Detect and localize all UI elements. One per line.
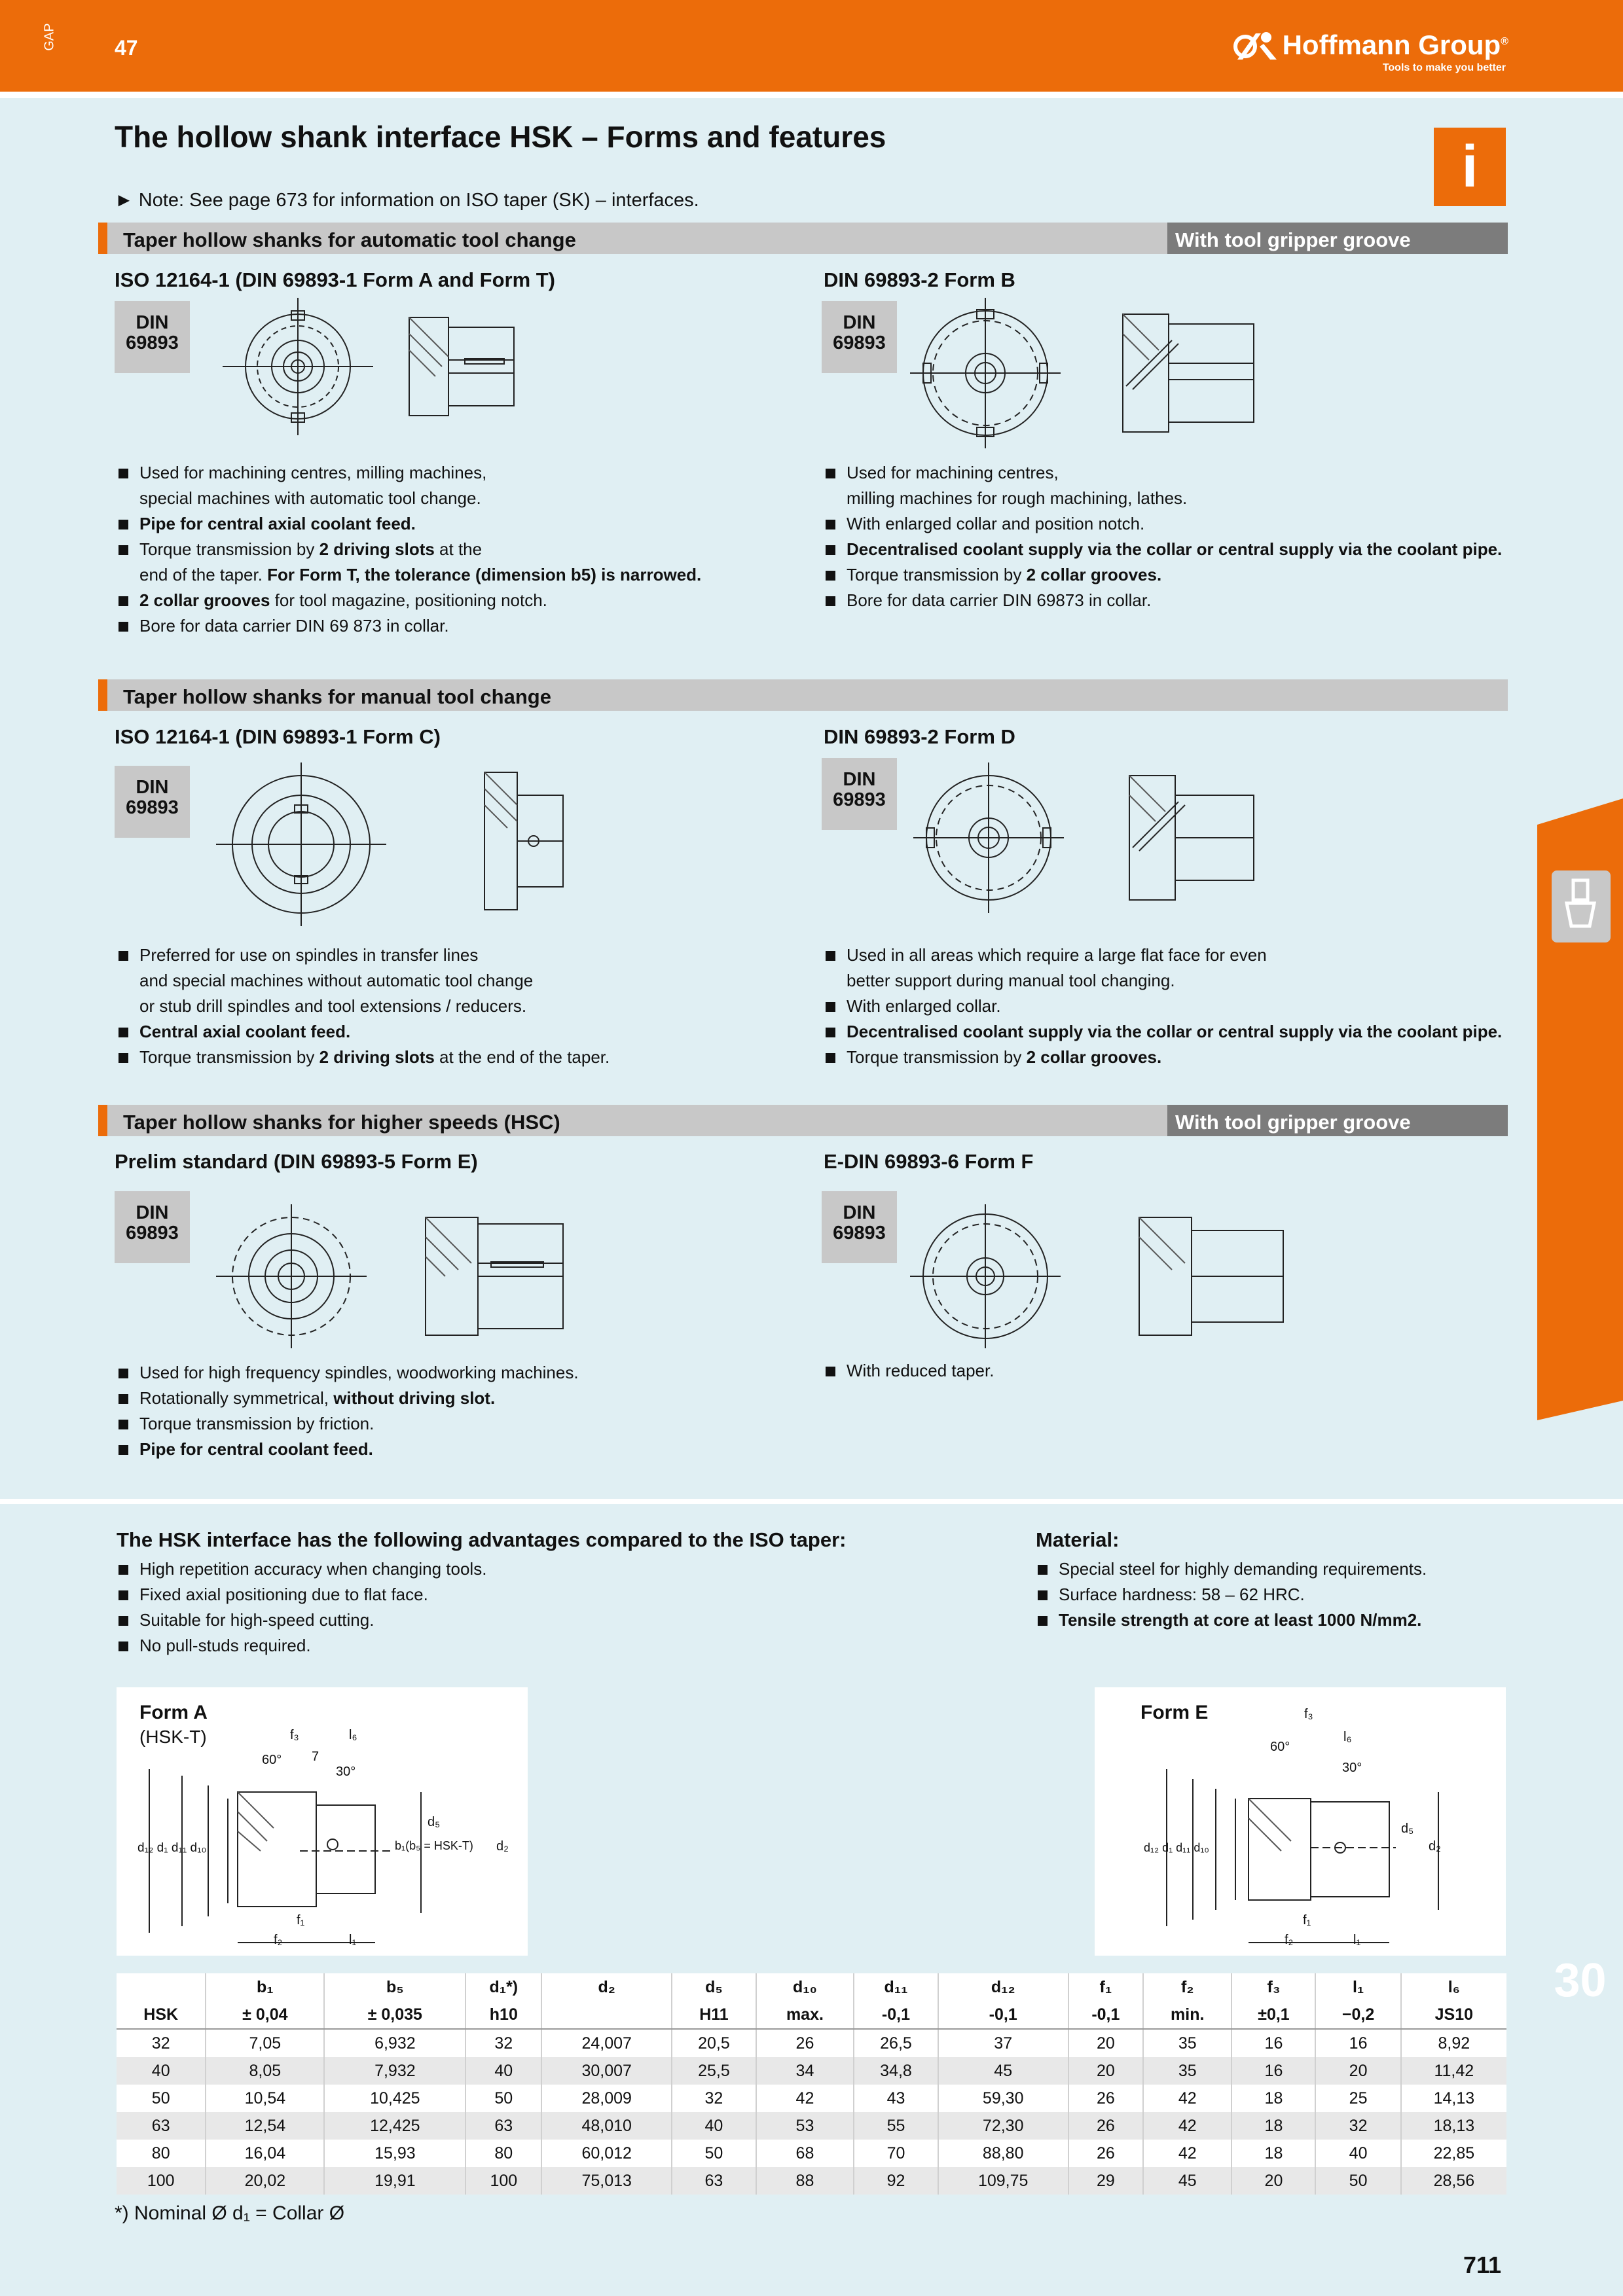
table-cell: 60,012 xyxy=(541,2140,672,2167)
table-cell: 20,5 xyxy=(672,2029,756,2057)
table-header-cell: max. xyxy=(756,2001,854,2029)
table-cell: 42 xyxy=(1143,2085,1231,2112)
dimension-table xyxy=(117,1973,1506,2195)
table-cell: 6,932 xyxy=(324,2029,465,2057)
table-cell: 34 xyxy=(756,2057,854,2085)
table-header-cell: ±0,1 xyxy=(1231,2001,1315,2029)
list-item: With reduced taper. xyxy=(824,1358,994,1384)
dim-l1: l₁ xyxy=(1353,1933,1361,1947)
list-item: Bore for data carrier DIN 69873 in collar. xyxy=(824,588,1502,613)
dim-f3: f₃ xyxy=(290,1728,299,1742)
form-d-features xyxy=(824,942,1502,1070)
section-title: Taper hollow shanks for automatic tool change xyxy=(123,228,576,251)
logo-mark-icon xyxy=(1233,31,1286,62)
din-number: 69893 xyxy=(833,332,886,353)
table-cell: 40 xyxy=(672,2112,756,2140)
table-row xyxy=(117,2057,1506,2085)
table-row xyxy=(117,2029,1506,2057)
table-cell: 8,92 xyxy=(1401,2029,1506,2057)
table-cell: 16 xyxy=(1231,2029,1315,2057)
table-header-cell: -0,1 xyxy=(854,2001,938,2029)
table-cell: 40 xyxy=(1315,2140,1400,2167)
din-label: DIN xyxy=(136,312,169,333)
advantages-title: The HSK interface has the following advantages compared to the ISO taper: xyxy=(117,1528,847,1551)
table-cell: 50 xyxy=(465,2085,541,2112)
form-c-section-drawing xyxy=(481,769,586,913)
dim-f2: f₂ xyxy=(274,1933,283,1947)
list-item: Surface hardness: 58 – 62 HRC. xyxy=(1036,1582,1427,1607)
table-row xyxy=(117,2112,1506,2140)
angle-60: 60° xyxy=(262,1753,282,1767)
form-e-dimension-drawing xyxy=(1095,1687,1506,1956)
table-cell: 75,013 xyxy=(541,2167,672,2195)
table-body xyxy=(117,2029,1506,2195)
form-c-front-drawing xyxy=(216,762,386,926)
table-cell: 50 xyxy=(1315,2167,1400,2195)
table-header-cell: d₁*) xyxy=(465,1973,541,2001)
panel-title: Form A xyxy=(139,1702,208,1723)
list-item: Tensile strength at core at least 1000 N/mm2. xyxy=(1036,1607,1427,1633)
list-item: Torque transmission by 2 collar grooves. xyxy=(824,562,1502,588)
list-item: Used for machining centres, milling machines, special machines with automatic tool change. xyxy=(117,460,701,511)
table-cell: 11,42 xyxy=(1401,2057,1506,2085)
panel-title: Form E xyxy=(1140,1702,1209,1723)
table-cell: 7,05 xyxy=(206,2029,324,2057)
form-b-section-drawing xyxy=(1113,308,1264,439)
table-cell: 26 xyxy=(1068,2085,1143,2112)
table-cell: 18 xyxy=(1231,2112,1315,2140)
table-cell: 29 xyxy=(1068,2167,1143,2195)
gripper-badge xyxy=(1167,1105,1508,1136)
list-item: Bore for data carrier DIN 69 873 in collar. xyxy=(117,613,701,639)
din-number: 69893 xyxy=(126,332,179,353)
table-cell: 32 xyxy=(117,2029,206,2057)
table-cell: 59,30 xyxy=(938,2085,1068,2112)
table-cell: 42 xyxy=(1143,2140,1231,2167)
form-a-dimension-drawing xyxy=(117,1687,528,1956)
form-e-section-drawing xyxy=(419,1211,576,1342)
table-header-cell: -0,1 xyxy=(938,2001,1068,2029)
list-item: With enlarged collar and position notch. xyxy=(824,511,1502,537)
dim-l1: l₁ xyxy=(349,1933,357,1947)
angle-30: 30° xyxy=(336,1765,356,1779)
dim-f3: f₃ xyxy=(1304,1707,1313,1721)
form-c-title: ISO 12164-1 (DIN 69893-1 Form C) xyxy=(115,725,441,748)
table-cell: 43 xyxy=(854,2085,938,2112)
table-header-cell: −0,2 xyxy=(1315,2001,1400,2029)
din-number: 69893 xyxy=(833,1223,886,1244)
gripper-label: With tool gripper groove xyxy=(1175,1111,1411,1134)
table-header-cell: d₁₁ xyxy=(854,1973,938,2001)
table-cell: 92 xyxy=(854,2167,938,2195)
table-cell: 45 xyxy=(938,2057,1068,2085)
table-cell: 20,02 xyxy=(206,2167,324,2195)
table-header-cell: H11 xyxy=(672,2001,756,2029)
list-item: Used in all areas which require a large flat face for even better support during manual tool changing. xyxy=(824,942,1502,994)
section-marker xyxy=(98,223,107,254)
table-header-cell: HSK xyxy=(117,2001,206,2029)
form-a-features xyxy=(117,460,701,639)
table-cell: 34,8 xyxy=(854,2057,938,2085)
brand-name: Hoffmann Group xyxy=(1282,29,1501,60)
page-number: 711 xyxy=(1463,2251,1502,2278)
table-cell: 40 xyxy=(465,2057,541,2085)
gripper-label: With tool gripper groove xyxy=(1175,228,1411,251)
table-header-cell: -0,1 xyxy=(1068,2001,1143,2029)
table-cell: 7,932 xyxy=(324,2057,465,2085)
form-d-title: DIN 69893-2 Form D xyxy=(824,725,1015,748)
brand-slogan: Tools to make you better xyxy=(1382,62,1506,73)
dim-l6: l₆ xyxy=(349,1728,357,1742)
chapter-tab xyxy=(1537,798,1623,1420)
table-header-cell xyxy=(117,1973,206,2001)
dim-7: 7 xyxy=(312,1749,319,1764)
advantages-list xyxy=(117,1556,486,1659)
list-item: With enlarged collar. xyxy=(824,994,1502,1019)
din-number: 69893 xyxy=(833,789,886,810)
table-cell: 88 xyxy=(756,2167,854,2195)
form-d-front-drawing xyxy=(913,762,1064,913)
dim-d2: d₂ xyxy=(496,1839,509,1854)
table-header-row xyxy=(117,2001,1506,2029)
table-row xyxy=(117,2167,1506,2195)
info-icon: i xyxy=(1434,128,1506,206)
list-item: Torque transmission by 2 collar grooves. xyxy=(824,1045,1502,1070)
panel-subtitle: (HSK-T) xyxy=(139,1727,207,1747)
table-header-cell: ± 0,035 xyxy=(324,2001,465,2029)
table-cell: 26 xyxy=(1068,2112,1143,2140)
list-item: Pipe for central axial coolant feed. xyxy=(117,511,701,537)
section-hsc xyxy=(98,1105,1508,1136)
form-b-features xyxy=(824,460,1502,613)
note-text: ► Note: See page 673 for information on ISO taper (SK) – interfaces. xyxy=(115,190,699,211)
table-cell: 26,5 xyxy=(854,2029,938,2057)
table-cell: 42 xyxy=(756,2085,854,2112)
din-badge xyxy=(822,758,897,830)
table-cell: 63 xyxy=(117,2112,206,2140)
list-item: High repetition accuracy when changing tools. xyxy=(117,1556,486,1582)
table-cell: 80 xyxy=(117,2140,206,2167)
din-number: 69893 xyxy=(126,1223,179,1244)
table-cell: 55 xyxy=(854,2112,938,2140)
table-cell: 68 xyxy=(756,2140,854,2167)
table-cell: 53 xyxy=(756,2112,854,2140)
material-list xyxy=(1036,1556,1427,1633)
dim-d2: d₂ xyxy=(1429,1839,1441,1854)
table-cell: 63 xyxy=(465,2112,541,2140)
brand-registered: ® xyxy=(1501,36,1508,47)
table-header-cell: JS10 xyxy=(1401,2001,1506,2029)
table-cell: 109,75 xyxy=(938,2167,1068,2195)
form-c-features xyxy=(117,942,610,1070)
din-label: DIN xyxy=(843,1202,876,1223)
table-cell: 20 xyxy=(1068,2029,1143,2057)
list-item: Preferred for use on spindles in transfer lines and special machines without automatic tool change or stub drill spindles and tool extensions / reducers. xyxy=(117,942,610,1019)
form-a-front-drawing xyxy=(223,298,373,435)
table-cell: 32 xyxy=(1315,2112,1400,2140)
table-cell: 50 xyxy=(117,2085,206,2112)
table-header-cell: min. xyxy=(1143,2001,1231,2029)
table-header-cell: f₂ xyxy=(1143,1973,1231,2001)
form-e-dimension-panel xyxy=(1095,1687,1506,1956)
table-cell: 30,007 xyxy=(541,2057,672,2085)
din-badge xyxy=(115,766,190,838)
table-cell: 22,85 xyxy=(1401,2140,1506,2167)
table-cell: 35 xyxy=(1143,2029,1231,2057)
list-item: Torque transmission by 2 driving slots at the end of the taper. xyxy=(117,1045,610,1070)
list-item: Used for high frequency spindles, woodworking machines. xyxy=(117,1360,579,1386)
side-code: GAP xyxy=(42,23,57,51)
list-item: Torque transmission by 2 driving slots at the end of the taper. For Form T, the tolerance (dimension b5) is narrowed. xyxy=(117,537,701,588)
din-badge xyxy=(822,1191,897,1263)
table-cell: 25 xyxy=(1315,2085,1400,2112)
dim-f2: f₂ xyxy=(1285,1933,1294,1947)
table-header-row xyxy=(117,1973,1506,2001)
table-cell: 15,93 xyxy=(324,2140,465,2167)
table-cell: 19,91 xyxy=(324,2167,465,2195)
table-cell: 12,425 xyxy=(324,2112,465,2140)
chapter-number: 30 xyxy=(1554,1954,1607,2007)
list-item: Torque transmission by friction. xyxy=(117,1411,579,1437)
list-item: Fixed axial positioning due to flat face. xyxy=(117,1582,486,1607)
form-d-section-drawing xyxy=(1120,769,1270,906)
form-f-features xyxy=(824,1358,994,1384)
table-cell: 20 xyxy=(1068,2057,1143,2085)
list-item: Pipe for central coolant feed. xyxy=(117,1437,579,1462)
table-cell: 70 xyxy=(854,2140,938,2167)
table-cell: 72,30 xyxy=(938,2112,1068,2140)
dim-diameters: d₁₂ d₁ d₁₁ d₁₀ xyxy=(137,1841,207,1855)
table-cell: 32 xyxy=(672,2085,756,2112)
table-header-cell: d₁₂ xyxy=(938,1973,1068,2001)
form-e-title: Prelim standard (DIN 69893-5 Form E) xyxy=(115,1150,478,1173)
section-marker xyxy=(98,679,107,711)
list-item: No pull-studs required. xyxy=(117,1633,486,1659)
din-badge xyxy=(822,301,897,373)
section-marker xyxy=(98,1105,107,1136)
list-item: Rotationally symmetrical, without driving slot. xyxy=(117,1386,579,1411)
dim-f1: f₁ xyxy=(1303,1913,1311,1928)
table-cell: 26 xyxy=(1068,2140,1143,2167)
din-label: DIN xyxy=(136,1202,169,1223)
table-cell: 100 xyxy=(117,2167,206,2195)
table-cell: 28,56 xyxy=(1401,2167,1506,2195)
table-cell: 16 xyxy=(1231,2057,1315,2085)
table-header-cell: d₅ xyxy=(672,1973,756,2001)
form-f-section-drawing xyxy=(1133,1211,1296,1342)
dim-l6: l₆ xyxy=(1343,1730,1352,1744)
form-a-dimension-panel xyxy=(117,1687,528,1956)
din-label: DIN xyxy=(843,769,876,790)
section-divider xyxy=(0,1499,1623,1504)
table-header-cell xyxy=(541,2001,672,2029)
table-cell: 24,007 xyxy=(541,2029,672,2057)
table-header-cell: ± 0,04 xyxy=(206,2001,324,2029)
table-header-cell: d₁₀ xyxy=(756,1973,854,2001)
gripper-badge xyxy=(1167,223,1508,254)
table-header-cell: b₁ xyxy=(206,1973,324,2001)
table-cell: 10,425 xyxy=(324,2085,465,2112)
table-cell: 20 xyxy=(1315,2057,1400,2085)
dimension-table-container xyxy=(117,1973,1506,2195)
list-item: Used for machining centres, milling machines for rough machining, lathes. xyxy=(824,460,1502,511)
table-header-cell: f₃ xyxy=(1231,1973,1315,2001)
table-cell: 48,010 xyxy=(541,2112,672,2140)
din-label: DIN xyxy=(843,312,876,333)
table-header-cell: d₂ xyxy=(541,1973,672,2001)
section-title: Taper hollow shanks for higher speeds (HSC) xyxy=(123,1111,560,1134)
form-f-title: E-DIN 69893-6 Form F xyxy=(824,1150,1034,1173)
table-header-cell: b₅ xyxy=(324,1973,465,2001)
table-cell: 14,13 xyxy=(1401,2085,1506,2112)
list-item: Decentralised coolant supply via the collar or central supply via the coolant pipe. xyxy=(824,1019,1502,1045)
list-item: Decentralised coolant supply via the collar or central supply via the coolant pipe. xyxy=(824,537,1502,562)
table-cell: 25,5 xyxy=(672,2057,756,2085)
table-cell: 63 xyxy=(672,2167,756,2195)
list-item: Central axial coolant feed. xyxy=(117,1019,610,1045)
table-cell: 16,04 xyxy=(206,2140,324,2167)
form-a-title: ISO 12164-1 (DIN 69893-1 Form A and Form T) xyxy=(115,268,556,291)
table-cell: 18 xyxy=(1231,2085,1315,2112)
table-cell: 50 xyxy=(672,2140,756,2167)
list-item: Suitable for high-speed cutting. xyxy=(117,1607,486,1633)
din-label: DIN xyxy=(136,777,169,798)
table-cell: 18 xyxy=(1231,2140,1315,2167)
dim-diameters: d₁₂ d₁ d₁₁ d₁₀ xyxy=(1144,1841,1209,1854)
dim-f1: f₁ xyxy=(297,1913,305,1928)
page-title: The hollow shank interface HSK – Forms and features xyxy=(115,120,886,154)
table-cell: 88,80 xyxy=(938,2140,1068,2167)
table-cell: 45 xyxy=(1143,2167,1231,2195)
table-cell: 37 xyxy=(938,2029,1068,2057)
table-header-cell: h10 xyxy=(465,2001,541,2029)
form-f-front-drawing xyxy=(910,1204,1061,1348)
table-cell: 32 xyxy=(465,2029,541,2057)
header-page-number: 47 xyxy=(115,36,138,60)
table-row xyxy=(117,2140,1506,2167)
section-automatic xyxy=(98,223,1508,254)
list-item: 2 collar grooves for tool magazine, positioning notch. xyxy=(117,588,701,613)
form-b-title: DIN 69893-2 Form B xyxy=(824,268,1015,291)
section-title: Taper hollow shanks for manual tool change xyxy=(123,685,551,708)
dim-b1: b₁(b₅ = HSK-T) xyxy=(395,1839,473,1852)
header-divider xyxy=(0,92,1623,98)
table-header-cell: l₆ xyxy=(1401,1973,1506,2001)
table-cell: 18,13 xyxy=(1401,2112,1506,2140)
table-cell: 100 xyxy=(465,2167,541,2195)
table-header-cell: f₁ xyxy=(1068,1973,1143,2001)
form-e-features xyxy=(117,1360,579,1462)
table-cell: 20 xyxy=(1231,2167,1315,2195)
table-cell: 35 xyxy=(1143,2057,1231,2085)
table-cell: 28,009 xyxy=(541,2085,672,2112)
form-e-front-drawing xyxy=(216,1204,367,1348)
din-badge xyxy=(115,301,190,373)
table-cell: 12,54 xyxy=(206,2112,324,2140)
table-cell: 16 xyxy=(1315,2029,1400,2057)
din-badge xyxy=(115,1191,190,1263)
din-number: 69893 xyxy=(126,797,179,818)
footnote: *) Nominal Ø d₁ = Collar Ø xyxy=(115,2202,345,2224)
table-header-cell: l₁ xyxy=(1315,1973,1400,2001)
form-a-section-drawing xyxy=(406,308,524,425)
list-item: Special steel for highly demanding requirements. xyxy=(1036,1556,1427,1582)
angle-30: 30° xyxy=(1342,1761,1362,1775)
material-title: Material: xyxy=(1036,1528,1120,1551)
dim-d5: d₅ xyxy=(428,1815,441,1829)
hoffmann-logo xyxy=(1233,29,1508,82)
table-cell: 40 xyxy=(117,2057,206,2085)
table-cell: 26 xyxy=(756,2029,854,2057)
table-cell: 42 xyxy=(1143,2112,1231,2140)
dim-d5: d₅ xyxy=(1401,1821,1414,1836)
form-b-front-drawing xyxy=(910,298,1061,448)
table-cell: 8,05 xyxy=(206,2057,324,2085)
table-cell: 80 xyxy=(465,2140,541,2167)
angle-60: 60° xyxy=(1270,1740,1290,1754)
table-row xyxy=(117,2085,1506,2112)
section-manual xyxy=(98,679,1508,711)
table-cell: 10,54 xyxy=(206,2085,324,2112)
